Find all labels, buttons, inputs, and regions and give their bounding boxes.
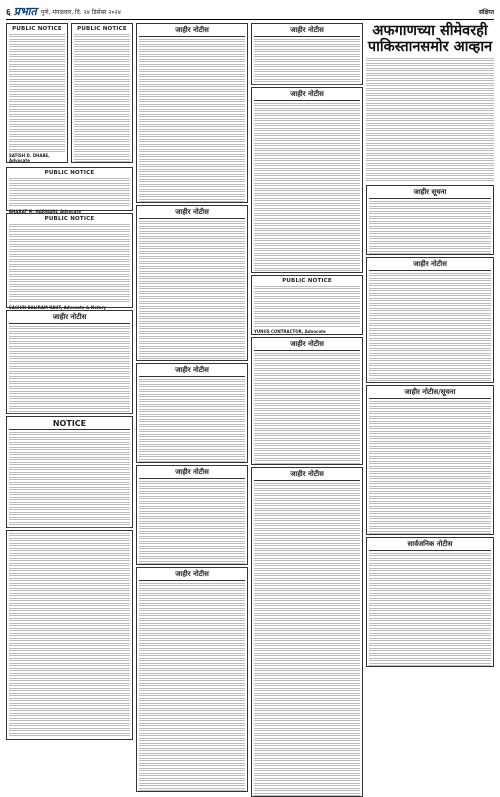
ad-title: PUBLIC NOTICE xyxy=(44,170,95,176)
marathi-notice-ad xyxy=(251,337,363,465)
ad-signature: BHARAT M. HARWANI, Advocate xyxy=(9,209,81,214)
ad-title: जाहीर नोटीस xyxy=(139,208,245,219)
ad-title: जाहीर सूचना xyxy=(369,188,491,199)
marathi-notice-ad xyxy=(6,310,133,414)
ad-title: PUBLIC NOTICE xyxy=(12,26,62,32)
marathi-notice-ad xyxy=(136,567,248,792)
ad-title: जाहीर नोटीस/सूचना xyxy=(369,388,491,399)
section-title: संक्षिप्त xyxy=(478,8,494,16)
marathi-notice-ad xyxy=(366,185,494,255)
headline-line-2: पाकिस्तानसमोर आव्हान xyxy=(367,38,493,55)
public-notice-ad xyxy=(6,167,133,214)
ad-signature: SATISH D. DHABE, Advocate xyxy=(9,153,50,163)
public-notice-ad xyxy=(6,23,68,163)
column-3 xyxy=(136,23,248,794)
date-line: पुणे, मंगळवार, दि. २४ डिसेंबर २०२४ xyxy=(40,8,121,16)
article-body xyxy=(366,58,494,183)
ad-title: जाहीर नोटीस xyxy=(254,26,360,37)
page-number: ६ xyxy=(6,8,11,18)
marathi-notice-ad xyxy=(366,257,494,383)
column-5 xyxy=(366,23,494,794)
ad-signature: SACHIN BALIRAM RAUT, Advocate & Notary xyxy=(9,305,107,310)
marathi-notice-ad xyxy=(366,537,494,667)
page-header xyxy=(6,4,494,20)
ad-title: जाहीर नोटीस xyxy=(369,260,491,271)
ad-title: जाहीर नोटीस xyxy=(9,313,130,324)
marathi-notice-ad xyxy=(251,87,363,273)
marathi-notice-ad xyxy=(366,385,494,535)
ad-title: PUBLIC NOTICE xyxy=(77,26,127,32)
public-notice-ad xyxy=(6,213,133,308)
headline-line-1: अफगाणच्या सीमेवरही xyxy=(372,22,488,39)
marathi-notice-ad xyxy=(136,465,248,565)
notice-ad xyxy=(6,416,133,528)
marathi-notice-ad xyxy=(136,205,248,361)
ad-signature: YUNUS CONTRACTOR, Advocate xyxy=(254,329,326,334)
marathi-notice-ad xyxy=(136,23,248,203)
ad-title: PUBLIC NOTICE xyxy=(282,278,332,284)
marathi-notice-ad xyxy=(251,467,363,797)
ad-title: जाहीर नोटीस xyxy=(139,468,245,479)
masthead-logo: प्रभात xyxy=(13,5,37,18)
ad-title: जाहीर नोटीस xyxy=(139,366,245,377)
wide-notices-left xyxy=(6,167,133,794)
marathi-notice-ad xyxy=(251,23,363,85)
column-4 xyxy=(251,23,363,794)
ad-title: जाहीर नोटीस xyxy=(254,470,360,481)
marathi-notice-ad xyxy=(6,530,133,740)
ad-title: सार्वजनिक नोटीस xyxy=(369,540,491,551)
ad-title: NOTICE xyxy=(9,419,130,430)
public-notice-ad xyxy=(71,23,133,163)
ad-title: जाहीर नोटीस xyxy=(254,340,360,351)
ad-title: जाहीर नोटीस xyxy=(254,90,360,101)
public-notice-ad xyxy=(251,275,363,335)
ad-title: जाहीर नोटीस xyxy=(139,570,245,581)
ad-title: जाहीर नोटीस xyxy=(139,26,245,37)
marathi-notice-ad xyxy=(136,363,248,463)
news-article xyxy=(366,23,494,183)
ad-title: PUBLIC NOTICE xyxy=(44,216,95,222)
